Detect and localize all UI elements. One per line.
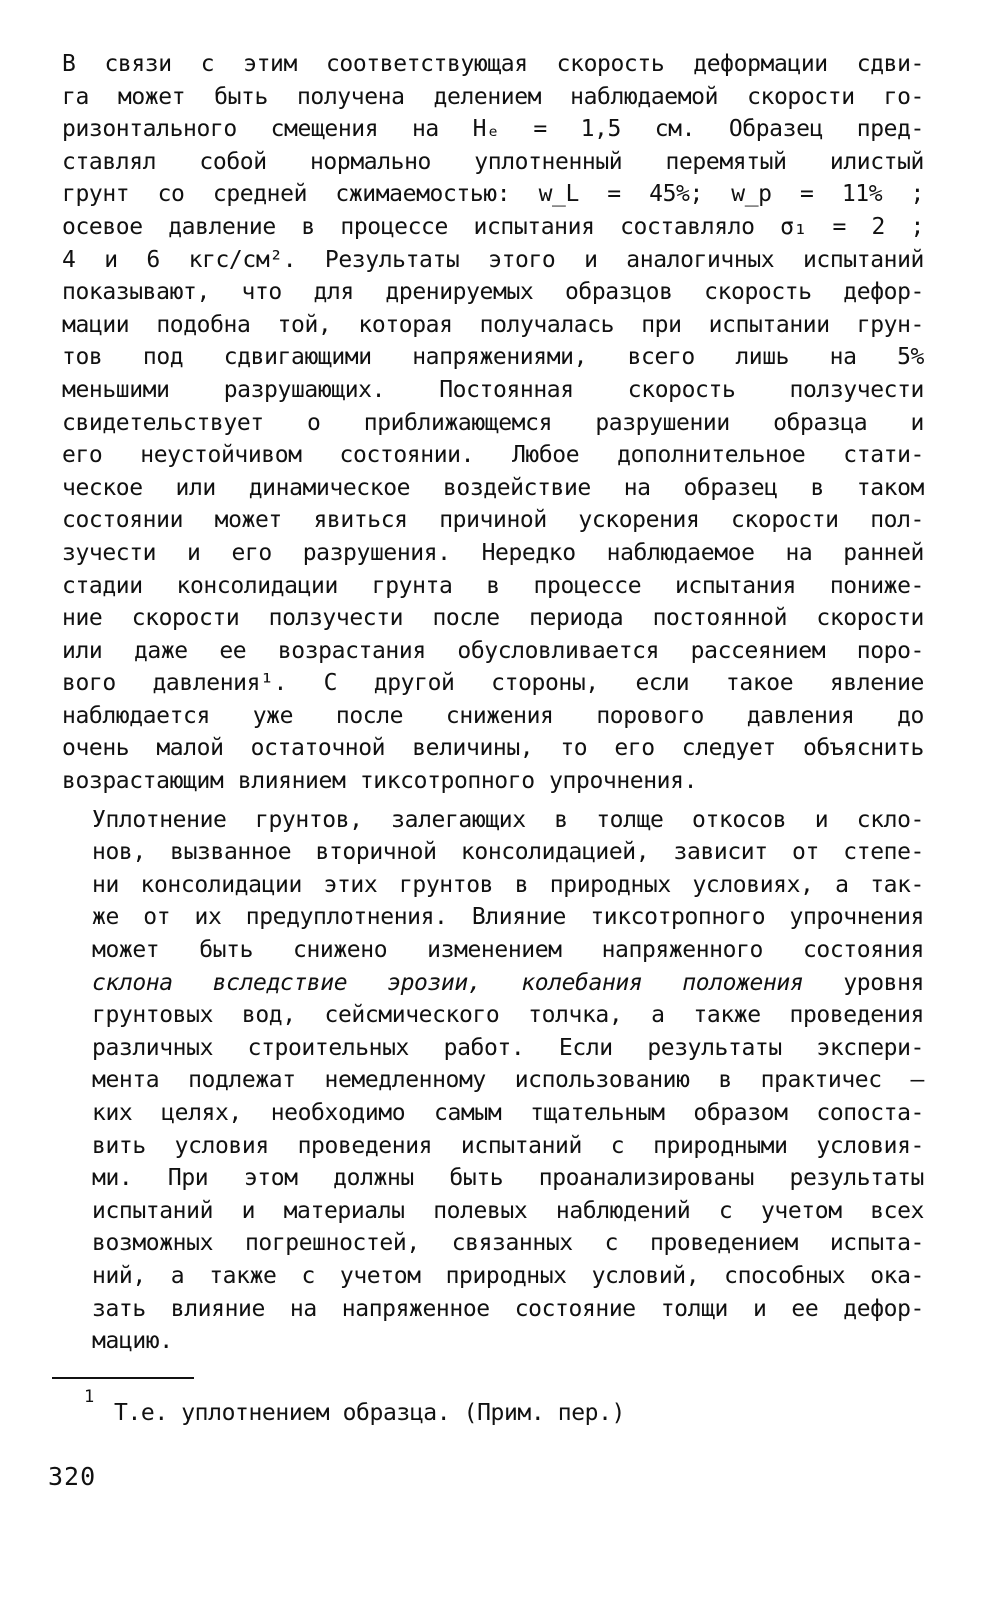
text-line: ни консолидации этих грунтов в природных условиях, а так- (92, 871, 924, 898)
page-body (62, 48, 924, 1358)
text-line: вого давления¹. С другой стороны, если такое явление (62, 670, 924, 697)
text-line: же от их предуплотнения. Влияние тиксотропного упрочнения (92, 904, 924, 931)
text-line: мации подобна той, которая получалась при испытании грун- (62, 311, 924, 338)
page-number: 320 (48, 1462, 97, 1491)
text-line: возрастающим влиянием тиксотропного упрочнения. (62, 768, 698, 795)
text-line: зучести и его разрушения. Нередко наблюдаемое на ранней (62, 539, 924, 566)
italic-phrase: склона вследствие эрозии, колебания положения (92, 969, 844, 996)
paragraph-1 (62, 48, 924, 798)
text-line: зать влияние на напряженное состояние толщи и ее дефор- (92, 1295, 924, 1322)
text-line: осевое давление в процессе испытания составляло σ₁ = 2 ; (62, 213, 924, 240)
text-line: мацию. (92, 1328, 173, 1355)
text-line: Уплотнение грунтов, залегающих в толще откосов и скло- (92, 806, 924, 833)
text-line: может быть снижено изменением напряженного состояния (92, 937, 924, 964)
text-line: тов под сдвигающими напряжениями, всего лишь на 5% (62, 344, 924, 371)
text-line: его неустойчивом состоянии. Любое дополнительное стати- (62, 442, 924, 469)
text-line: га может быть получена делением наблюдаемой скорости го- (62, 83, 924, 110)
text-line: мента подлежат немедленному использованию в практичес — (92, 1067, 924, 1094)
text-line: возможных погрешностей, связанных с проведением испыта- (92, 1230, 924, 1257)
text-line: вить условия проведения испытаний с природными условия- (92, 1132, 924, 1159)
text-line: наблюдается уже после снижения порового давления до (62, 702, 924, 729)
text-line: ние скорости ползучести после периода постоянной скорости (62, 605, 924, 632)
text-line: свидетельствует о приближающемся разрушении образца и (62, 409, 924, 436)
text-line: меньшими разрушающих. Постоянная скорость ползучести (62, 376, 924, 403)
text-line: 4 и 6 кгс/см². Результаты этого и аналогичных испытаний (62, 246, 924, 273)
text-line: В связи с этим соответствующая скорость деформации сдви- (62, 51, 924, 77)
footnote-text: Т.е. уплотнением образца. (Прим. пер.) (114, 1400, 625, 1426)
text-line: показывают, что для дренируемых образцов скорость дефор- (62, 279, 924, 306)
text-line: ставлял собой нормально уплотненный перемятый илистый (62, 148, 924, 175)
text-line: состоянии может явиться причиной ускорения скорости пол- (62, 507, 924, 534)
text-line: различных строительных работ. Если результаты экспери- (92, 1034, 924, 1061)
text-line: ризонтального смещения на Hₑ = 1,5 см. Образец пред- (62, 116, 924, 143)
text-line: грунтовых вод, сейсмического толчка, а также проведения (92, 1002, 924, 1029)
paragraph-2 (62, 804, 924, 1358)
text-line: склона вследствие эрозии, колебания положения уровня (92, 969, 924, 996)
text-line: ких целях, необходимо самым тщательным образом сопоста- (92, 1100, 924, 1126)
text-line: ми. При этом должны быть проанализированы результаты (92, 1165, 924, 1192)
text-line: грунт со средней сжимаемостью: w_L = 45%; w_p = 11% ; (62, 181, 924, 208)
text-line: испытаний и материалы полевых наблюдений с учетом всех (92, 1197, 924, 1224)
text-line: ческое или динамическое воздействие на образец в таком (62, 474, 924, 501)
text-line: нов, вызванное вторичной консолидацией, зависит от степе- (92, 839, 924, 866)
text-line: или даже ее возрастания обусловливается рассеянием поро- (62, 637, 924, 664)
text-line: очень малой остаточной величины, то его следует объяснить (62, 735, 924, 762)
text-line: ний, а также с учетом природных условий, способных ока- (92, 1262, 924, 1289)
footnote-divider (52, 1377, 194, 1379)
text-line: стадии консолидации грунта в процессе испытания пониже- (62, 572, 924, 599)
footnote-mark: 1 (84, 1387, 94, 1407)
